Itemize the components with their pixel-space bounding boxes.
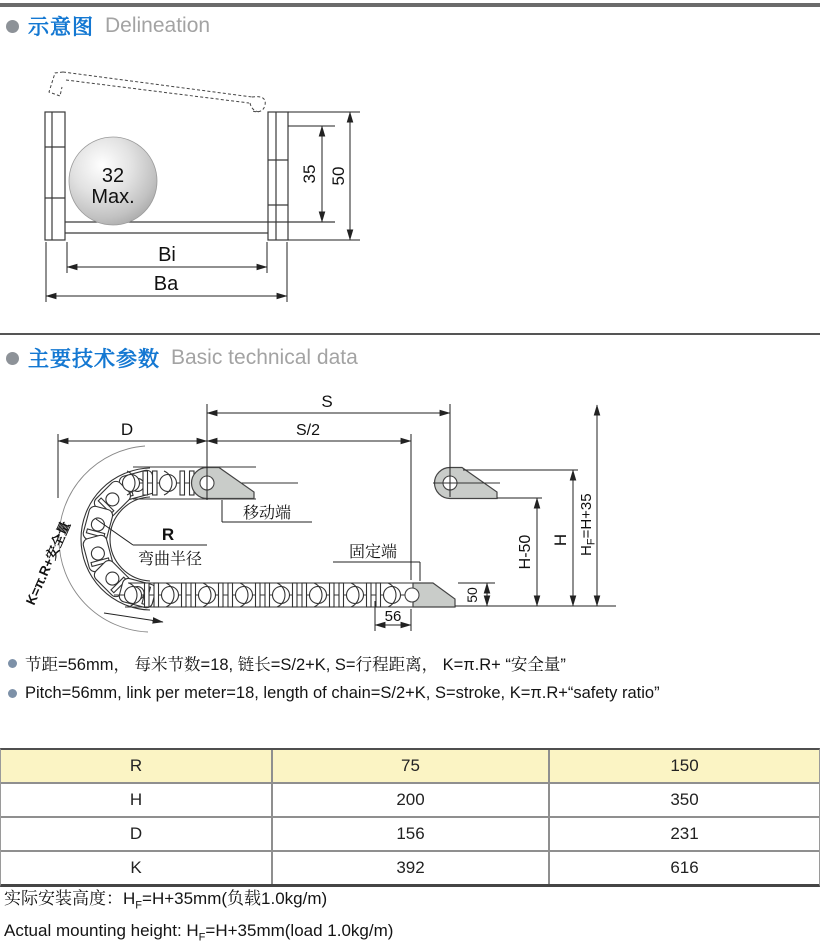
drag-chain-diagram [20,385,660,647]
radius-caption-label: 弯曲半径 [137,551,203,568]
chain-lower-run [114,583,455,607]
ball-label-max: Max. [91,186,135,208]
bullet-icon [8,659,17,668]
section-divider [0,333,820,335]
stroke-end-bracket [433,468,500,499]
ball-label-value: 32 [101,165,125,187]
table-row: R 75 150 [1,750,819,784]
mounting-height-zh: 实际安装高度：$H_F=H+35mm$(负载1.0kg/m) [4,889,328,912]
section-bullet-icon [6,352,19,365]
dim-35-label: 35 [300,164,319,184]
mounting-height-en: Actual mounting height: $H_F=H+35mm(load$ 1.0kg/m) [4,921,394,944]
dim-d-label: D [120,420,134,439]
dim-s-label: S [321,392,333,411]
dim-s2-label: S/2 [295,422,321,439]
right-rail [268,112,288,240]
page-top-rule [0,3,820,7]
section-header-delineation [6,11,210,41]
table-row: H 200 350 [1,784,819,818]
section-bullet-icon [6,20,19,33]
dim-pitch-label: 56 [384,608,402,625]
section2-title-zh: 主要技术参数 [28,348,160,371]
fixed-end-label: 固定端 [348,544,398,561]
dim-h50-label: H-50 [517,534,534,570]
radius-letter-label: R [161,525,175,544]
dim-h-label: H [551,533,570,547]
note-zh: 节距=56mm， 每米节数=18, 链长=S/2+K, S=行程距离， K=π.R+ “安全量” [0,648,820,678]
section1-title-zh: 示意图 [28,16,94,39]
note-en: Pitch=56mm, link per meter=18, length of chain=S/2+K, S=stroke, K=π.R+“safety ratio” [0,678,820,708]
dim-ba-label: Ba [153,273,179,295]
dim-bi-label: Bi [158,244,176,266]
moving-end-label: 移动端 [242,505,292,522]
delineation-drawing [25,55,385,310]
k-formula-label: K=π.R+安全量 [23,519,74,608]
dim-link-height-label: 50 [464,587,480,603]
section-header-technical-data [6,343,358,373]
open-lid-outline [49,72,265,112]
technical-data-table [0,748,820,887]
section2-title-en: Basic technical data [171,346,358,369]
bullet-icon [8,689,17,698]
dim-50-label: 50 [329,166,348,186]
spec-notes [0,648,820,708]
section1-title-en: Delineation [105,14,211,37]
dim-hf-label: $H_F=H+35$ [578,493,598,556]
table-row: K 392 616 [1,852,819,884]
mounting-height-note [4,886,393,951]
table-row: D 156 231 [1,818,819,852]
left-rail [45,112,65,240]
